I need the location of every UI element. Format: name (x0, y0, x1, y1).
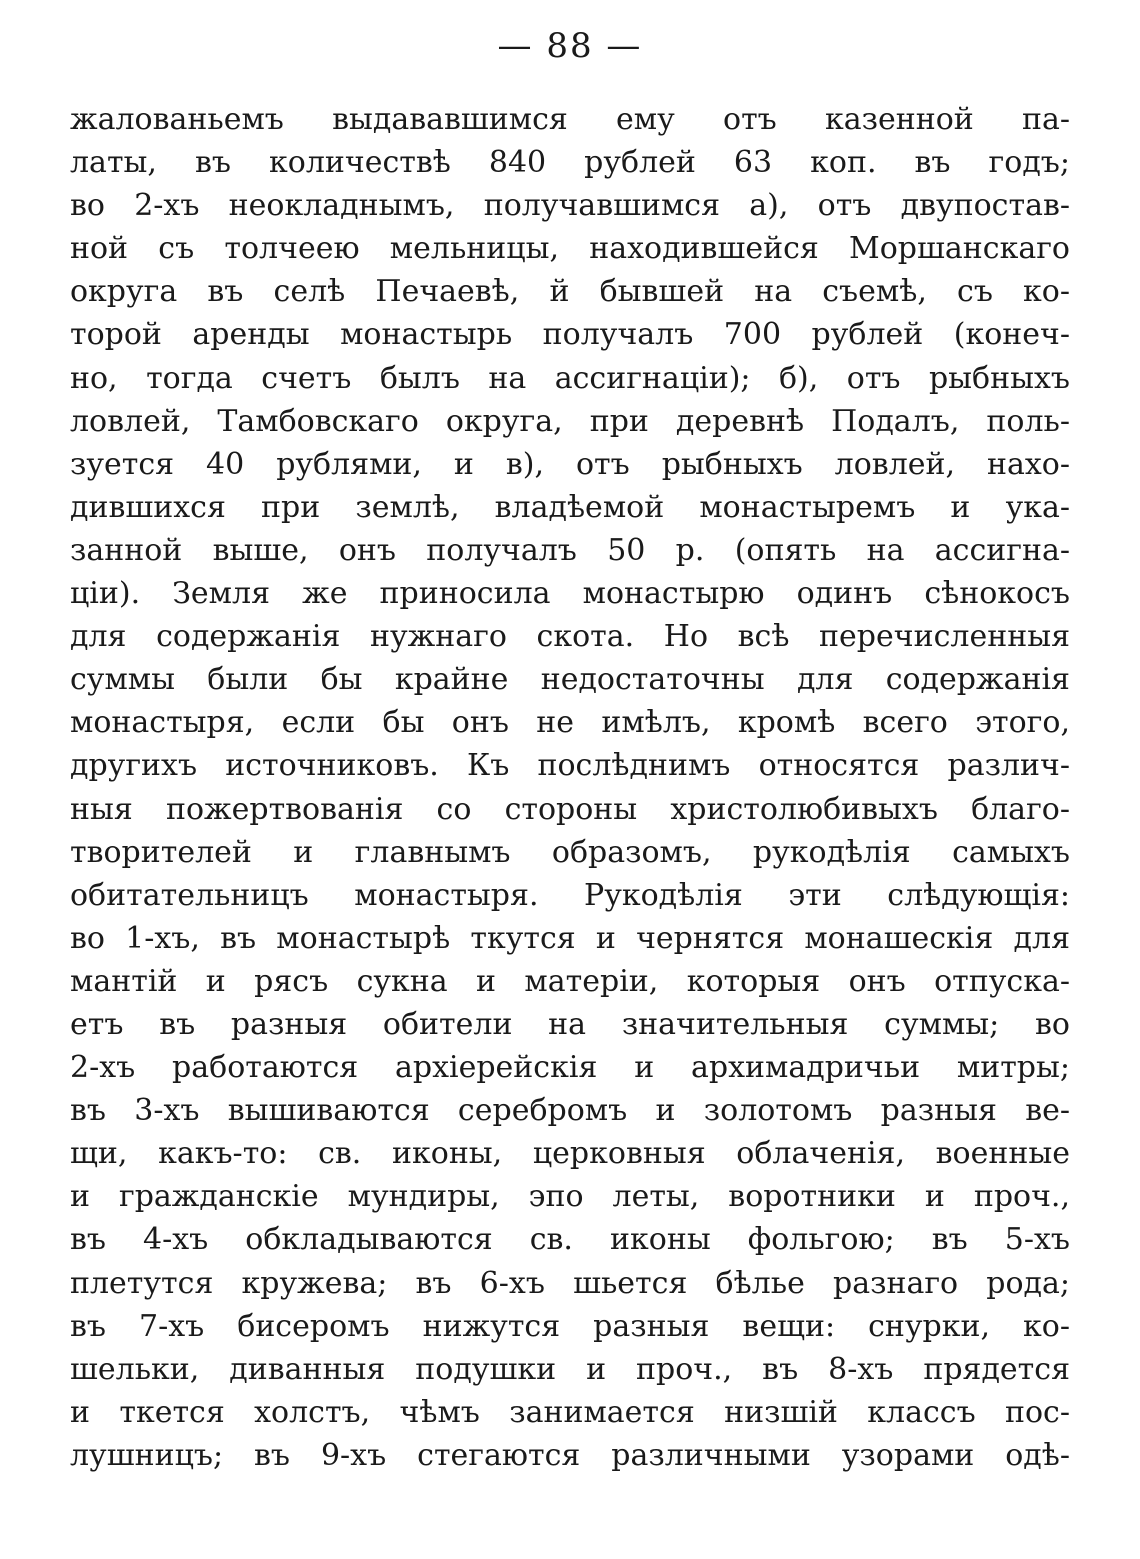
text-line: другихъ источниковъ. Къ послѣднимъ относятся различ- (70, 748, 1070, 784)
text-line: латы, въ количествѣ 840 рублей 63 коп. въ годъ; (70, 145, 1070, 181)
text-line: въ 4-хъ обкладываются св. иконы фольгою; въ 5-хъ (70, 1222, 1070, 1258)
text-line: и ткется холстъ, чѣмъ занимается низшій классъ пос- (70, 1394, 1070, 1430)
text-line: ныя пожертвованія со стороны христолюбивыхъ благо- (70, 791, 1070, 827)
text-line: монастыря, если бы онъ не имѣлъ, кромѣ всего этого, (70, 705, 1070, 741)
text-line: ціи). Земля же приносила монастырю одинъ сѣнокосъ (70, 576, 1070, 612)
text-line: шельки, диванныя подушки и проч., въ 8-хъ прядется (70, 1351, 1070, 1387)
text-line: суммы были бы крайне недостаточны для содержанія (70, 662, 1070, 698)
text-line: ловлей, Тамбовскаго округа, при деревнѣ Подалъ, поль- (70, 403, 1070, 439)
text-line: етъ въ разныя обители на значительныя суммы; во (70, 1006, 1070, 1042)
text-line: занной выше, онъ получалъ 50 р. (опять на ассигна- (70, 532, 1070, 568)
text-line: ной съ толчеею мельницы, находившейся Моршанскаго (70, 231, 1070, 267)
text-line: щи, какъ-то: св. иконы, церковныя облаченія, военные (70, 1136, 1070, 1172)
body-text (70, 98, 1070, 1477)
text-line: дившихся при землѣ, владѣемой монастыремъ и ука- (70, 489, 1070, 525)
text-line: во 1-хъ, въ монастырѣ ткутся и чернятся монашескія для (70, 920, 1070, 956)
text-line: 2-хъ работаются архіерейскія и архимадричьи митры; (70, 1050, 1070, 1086)
text-line: лушницъ; въ 9-хъ стегаются различными узорами одѣ- (70, 1437, 1070, 1473)
text-line: и гражданскіе мундиры, эпо леты, воротники и проч., (70, 1179, 1070, 1215)
text-line: мантій и рясъ сукна и матеріи, которыя онъ отпуска- (70, 963, 1070, 999)
text-line: въ 3-хъ вышиваются серебромъ и золотомъ разныя ве- (70, 1093, 1070, 1129)
text-line: во 2-хъ неокладнымъ, получавшимся а), отъ двупостав- (70, 188, 1070, 224)
text-line: жалованьемъ выдававшимся ему отъ казенной па- (70, 102, 1070, 137)
text-line: зуется 40 рублями, и в), отъ рыбныхъ ловлей, нахо- (70, 446, 1070, 482)
page-number: — 88 — (497, 26, 643, 66)
text-line: округа въ селѣ Печаевѣ, й бывшей на съемѣ, съ ко- (70, 274, 1070, 310)
text-line: обитательницъ монастыря. Рукодѣлія эти слѣдующія: (70, 877, 1070, 913)
text-line: для содержанія нужнаго скота. Но всѣ перечисленныя (70, 619, 1070, 655)
text-line: въ 7-хъ бисеромъ нижутся разныя вещи: снурки, ко- (70, 1308, 1070, 1344)
text-line: торой аренды монастырь получалъ 700 рублей (конеч- (70, 317, 1070, 353)
text-line: плетутся кружева; въ 6-хъ шьется бѣлье разнаго рода; (70, 1265, 1070, 1301)
text-line: творителей и главнымъ образомъ, рукодѣлія самыхъ (70, 834, 1070, 870)
text-line: но, тогда счетъ былъ на ассигнаціи); б), отъ рыбныхъ (70, 360, 1070, 396)
